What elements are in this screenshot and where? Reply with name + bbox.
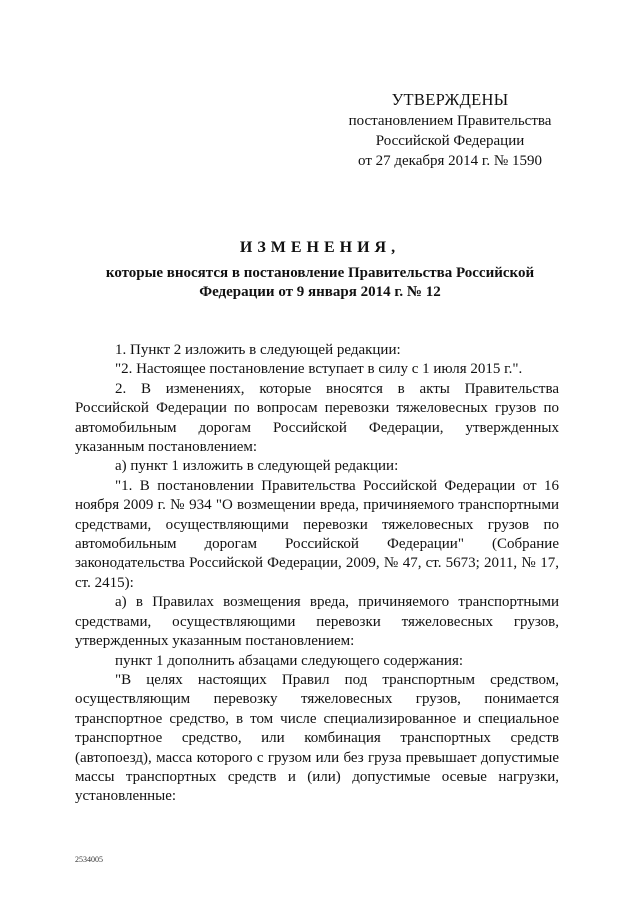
paragraph-3: 2. В изменениях, которые вносятся в акты Правительства Российской Федерации по вопросам перевозки тяжеловесных грузов по автомобильным дорогам Российской Федерации, утвержденных указанным постановлением: <box>75 380 559 456</box>
paragraph-5: "1. В постановлении Правительства Российской Федерации от 16 ноября 2009 г. № 934 "О возмещении вреда, причиняемого транспортными средствами, осуществляющими перевозки тяжеловесных грузов по автомобильным дорогам Российской Федерации" (Собрание законодательства Российской Федерации, 2009, № 47, ст. 5673; 2011, № 17, ст. 2415): <box>75 477 559 591</box>
paragraph-7: пункт 1 дополнить абзацами следующего содержания: <box>115 652 464 669</box>
paragraph-8: "В целях настоящих Правил под транспортным средством, осуществляющим перевозку тяжеловесных грузов, понимается транспортное средство, в том числе специализированное и специальное транспортное средство, или комбинация транспортных средств (автопоезд), масса которого с грузом или без груза превышает допустимые массы транспортных средств и (или) допустимые осевые нагрузки, установленные: <box>75 671 559 805</box>
subtitle-line-1: которые вносятся в постановление Правительства Российской <box>105 265 535 281</box>
approval-line-1: постановлением Правительства <box>348 113 552 129</box>
approval-line-2: Российской Федерации <box>375 133 525 149</box>
approval-heading: УТВЕРЖДЕНЫ <box>391 90 509 109</box>
paragraph-4: а) пункт 1 изложить в следующей редакции: <box>115 458 399 475</box>
paragraph-1: 1. Пункт 2 изложить в следующей редакции: <box>115 342 401 358</box>
document-subtitle <box>90 264 550 302</box>
paragraph-6: а) в Правилах возмещения вреда, причиняемого транспортными средствами, осуществляющими перевозки тяжеловесных грузов, утвержденных указанным постановлением: <box>75 594 559 650</box>
subtitle-line-2: Федерации от 9 января 2014 г. № 12 <box>199 284 441 300</box>
document-title: ИЗМЕНЕНИЯ, <box>239 239 401 256</box>
approval-block <box>330 90 570 171</box>
approval-line-3: от 27 декабря 2014 г. № 1590 <box>358 153 542 169</box>
footer-code: 2534005 <box>75 855 103 864</box>
document-body <box>75 341 559 807</box>
paragraph-2: "2. Настоящее постановление вступает в силу с 1 июля 2015 г.". <box>115 361 523 378</box>
